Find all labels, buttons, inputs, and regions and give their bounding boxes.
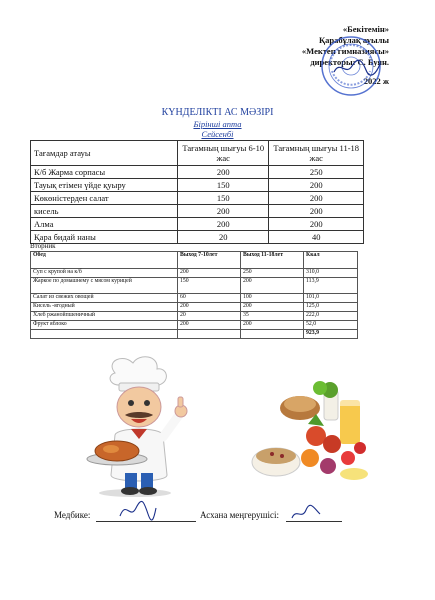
nurse-signature	[118, 500, 158, 522]
nurse-label: Медбике:	[54, 510, 91, 520]
ru-menu-day: Вторник	[30, 242, 56, 250]
portion-7-10: 150	[178, 278, 241, 294]
approval-line: «Бекітемін»	[342, 24, 389, 34]
kcal-value: 310,0	[304, 269, 358, 278]
portion-11-18: 35	[241, 312, 304, 321]
ru-header-7-10: Выход 7-10лет	[178, 252, 241, 269]
portion-11-18: 200	[269, 179, 364, 192]
menu-title: КҮНДЕЛІКТІ АС МӘЗІРІ	[161, 107, 274, 118]
canteen-head-signature	[290, 504, 322, 522]
portion-11-18: 200	[269, 205, 364, 218]
canteen-head-label: Асхана меңгерушісі:	[200, 510, 279, 520]
table-row	[31, 231, 364, 244]
portion-11-18: 200	[241, 303, 304, 312]
dish-name: Суп с крупой на к/б	[31, 269, 178, 278]
kcal-total: 923,9	[304, 330, 358, 339]
table-row	[31, 205, 364, 218]
dish-name: К/б Жарма сорпасы	[31, 166, 178, 179]
dish-name: кисель	[31, 205, 178, 218]
portion-7-10: 200	[178, 321, 241, 330]
kcal-value: 52,0	[304, 321, 358, 330]
portion-6-10: 20	[178, 231, 269, 244]
portion-11-18: 100	[241, 294, 304, 303]
portion-11-18: 200	[269, 192, 364, 205]
kcal-value: 113,9	[304, 278, 358, 294]
dish-name: Жаркое по домашнему с мясом курицей	[31, 278, 178, 294]
portion-7-10: 60	[178, 294, 241, 303]
portion-11-18: 250	[269, 166, 364, 179]
director-signature	[332, 58, 382, 78]
approval-date: 2022 ж	[363, 76, 389, 86]
kz-header-6-10: Тағамның шығуы 6-10 жас	[178, 141, 269, 166]
portion-6-10: 150	[178, 179, 269, 192]
dish-name: Фрукт яблоко	[31, 321, 178, 330]
total-empty	[31, 330, 178, 339]
dish-name: Көкөністерден салат	[31, 192, 178, 205]
approval-line: Қарабұлақ ауылы	[318, 35, 389, 45]
kcal-value: 222,0	[304, 312, 358, 321]
chef-illustration	[75, 355, 215, 500]
food-illustration	[232, 370, 382, 495]
menu-title-block	[0, 107, 435, 139]
kz-header-name: Тағамдар атауы	[31, 141, 178, 166]
portion-11-18: 200	[269, 218, 364, 231]
table-row	[31, 218, 364, 231]
table-row	[31, 278, 358, 294]
dish-name: Тауық етімен үйде қуыру	[31, 179, 178, 192]
dish-name: Қара бидай наны	[31, 231, 178, 244]
table-row	[31, 312, 358, 321]
approval-line: «Мектеп гимназиясы»	[301, 46, 389, 56]
ru-header-kcal: Ккал	[304, 252, 358, 269]
menu-week: Бірінші апта	[193, 119, 242, 129]
dish-name: Кисель -ягодный	[31, 303, 178, 312]
portion-11-18: 250	[241, 269, 304, 278]
total-empty	[178, 330, 241, 339]
portion-11-18: 200	[241, 278, 304, 294]
ru-header-dish: Обед	[31, 252, 178, 269]
ru-header-11-18: Выход 11-18лет	[241, 252, 304, 269]
table-row	[31, 192, 364, 205]
dish-name: Салат из свежих овощей	[31, 294, 178, 303]
portion-6-10: 150	[178, 192, 269, 205]
table-row	[31, 303, 358, 312]
portion-6-10: 200	[178, 205, 269, 218]
portion-11-18: 40	[269, 231, 364, 244]
ru-menu-table	[30, 251, 358, 339]
portion-6-10: 200	[178, 218, 269, 231]
table-row	[31, 321, 358, 330]
table-row	[31, 179, 364, 192]
dish-name: Хлеб ржанойпшеничный	[31, 312, 178, 321]
portion-7-10: 200	[178, 269, 241, 278]
kcal-value: 101,0	[304, 294, 358, 303]
kz-header-11-18: Тағамның шығуы 11-18 жас	[269, 141, 364, 166]
kcal-value: 125,0	[304, 303, 358, 312]
kz-menu-table	[30, 140, 364, 244]
table-row-total	[31, 330, 358, 339]
portion-6-10: 200	[178, 166, 269, 179]
dish-name: Алма	[31, 218, 178, 231]
portion-7-10: 200	[178, 303, 241, 312]
approval-line: директоры: С. Буян.	[310, 57, 389, 67]
portion-11-18: 200	[241, 321, 304, 330]
table-row	[31, 166, 364, 179]
portion-7-10: 20	[178, 312, 241, 321]
menu-day: Сейсенбі	[201, 129, 234, 139]
table-row	[31, 294, 358, 303]
table-row	[31, 269, 358, 278]
total-empty	[241, 330, 304, 339]
